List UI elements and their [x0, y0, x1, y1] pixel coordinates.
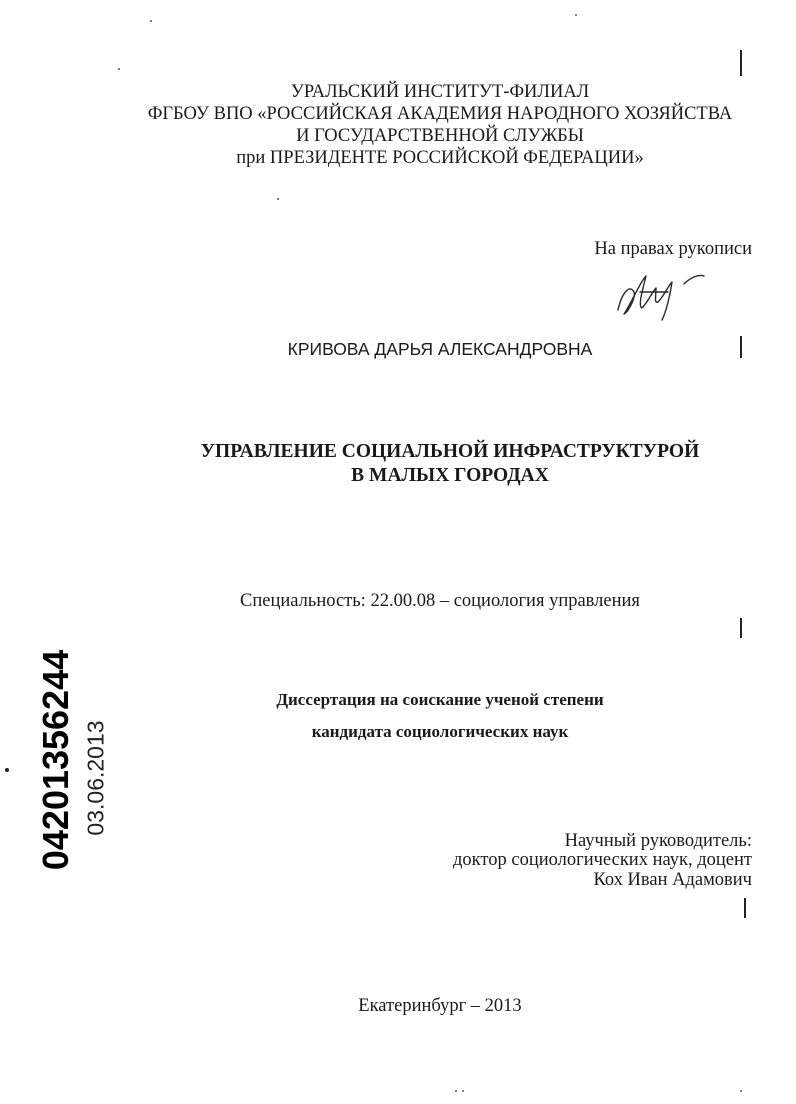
scan-dot — [150, 20, 152, 22]
scan-dot — [118, 68, 120, 70]
scan-mark — [5, 768, 9, 772]
institute-line-2: ФГБОУ ВПО «РОССИЙСКАЯ АКАДЕМИЯ НАРОДНОГО ХОЗЯЙСТВА — [147, 104, 733, 124]
supervisor-degree: доктор социологических наук, доцент — [453, 850, 752, 870]
city-year: Екатеринбург – 2013 — [358, 996, 522, 1016]
supervisor-name: Кох Иван Адамович — [593, 870, 752, 890]
institute-line-4: при ПРЕЗИДЕНТЕ РОССИЙСКОЙ ФЕДЕРАЦИИ» — [236, 148, 644, 168]
institute-line-3: И ГОСУДАРСТВЕННОЙ СЛУЖБЫ — [296, 126, 584, 146]
scan-mark — [744, 898, 746, 918]
dissertation-title-line-1: УПРАВЛЕНИЕ СОЦИАЛЬНОЙ ИНФРАСТРУКТУРОЙ — [200, 441, 700, 462]
scan-mark — [740, 50, 742, 76]
dissertation-title-line-2: В МАЛЫХ ГОРОДАХ — [351, 465, 549, 486]
scan-mark — [740, 618, 742, 638]
scan-dot — [455, 1090, 457, 1092]
scan-mark — [740, 336, 742, 358]
scan-dot — [575, 14, 577, 16]
library-stamp-number: 04201356244 — [35, 649, 76, 871]
dissertation-degree-line-1: Диссертация на соискание ученой степени — [276, 690, 604, 709]
specialty: Специальность: 22.00.08 – социология управления — [240, 591, 640, 611]
manuscript-note: На правах рукописи — [594, 239, 752, 259]
handwritten-signature — [612, 262, 722, 324]
supervisor-label: Научный руководитель: — [564, 831, 752, 851]
institute-line-1: УРАЛЬСКИЙ ИНСТИТУТ-ФИЛИАЛ — [290, 82, 590, 102]
scan-dot — [462, 1090, 464, 1092]
scan-dot — [740, 1090, 742, 1092]
author-name: КРИВОВА ДАРЬЯ АЛЕКСАНДРОВНА — [287, 339, 593, 359]
dissertation-degree-line-2: кандидата социологических наук — [311, 722, 569, 741]
scan-dot — [277, 198, 279, 200]
library-stamp-date: 03.06.2013 — [82, 720, 109, 836]
